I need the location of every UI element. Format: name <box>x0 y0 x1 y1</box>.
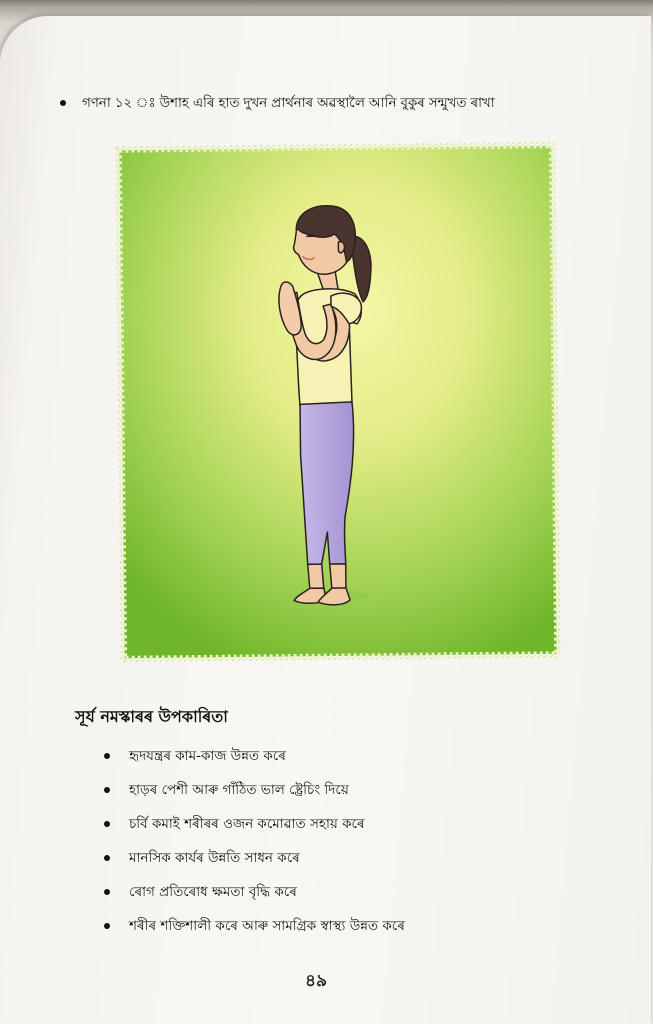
list-item <box>95 814 405 848</box>
bullet-icon <box>104 889 110 895</box>
prayer-pose-figure <box>115 142 560 663</box>
benefit-text: ৰোগ প্ৰতিৰোধ ক্ষমতা বৃদ্ধি কৰে <box>129 884 297 900</box>
benefit-text: চৰ্বি কমাই শৰীৰৰ ওজন কমোৱাত সহায় কৰে <box>129 816 365 832</box>
benefit-text: শৰীৰ শক্তিশালী কৰে আৰু সামগ্ৰিক স্বাস্থ্য উন্নত কৰে <box>129 918 405 934</box>
bullet-icon <box>104 753 110 759</box>
list-item <box>95 780 405 814</box>
bullet-icon <box>104 855 110 861</box>
benefits-heading: সূৰ্য নমস্কাৰৰ উপকাৰিতা <box>75 707 228 726</box>
list-item <box>95 916 405 950</box>
left-leg <box>308 564 324 590</box>
list-item <box>95 746 405 780</box>
benefit-text: হৃদযন্ত্ৰৰ কাম-কাজ উন্নত কৰে <box>129 748 286 764</box>
book-page <box>0 16 651 1024</box>
bullet-icon <box>104 923 110 929</box>
benefit-text: মানসিক কাৰ্যৰ উন্নতি সাধন কৰে <box>129 850 300 866</box>
list-item <box>95 882 405 916</box>
ear <box>338 242 344 253</box>
bullet-icon <box>60 100 66 106</box>
benefits-list <box>95 746 405 950</box>
page-number: ৪৯ <box>305 971 328 991</box>
pose-instruction <box>60 92 620 114</box>
bullet-icon <box>104 787 110 793</box>
prayer-pose-illustration <box>115 142 560 663</box>
list-item <box>95 848 405 882</box>
benefit-text: হাড়ৰ পেশী আৰু গাঁঠিত ভাল ষ্ট্ৰেচিং দিয়ে <box>129 782 349 798</box>
right-leg <box>330 564 346 590</box>
pose-instruction-text: গণনা ১২ ঃ উশাহ এৰি হাত দুখন প্ৰাৰ্থনাৰ অৱস্থালৈ আনি বুকুৰ সন্মুখত ৰাখা <box>82 95 495 111</box>
bullet-icon <box>104 821 110 827</box>
